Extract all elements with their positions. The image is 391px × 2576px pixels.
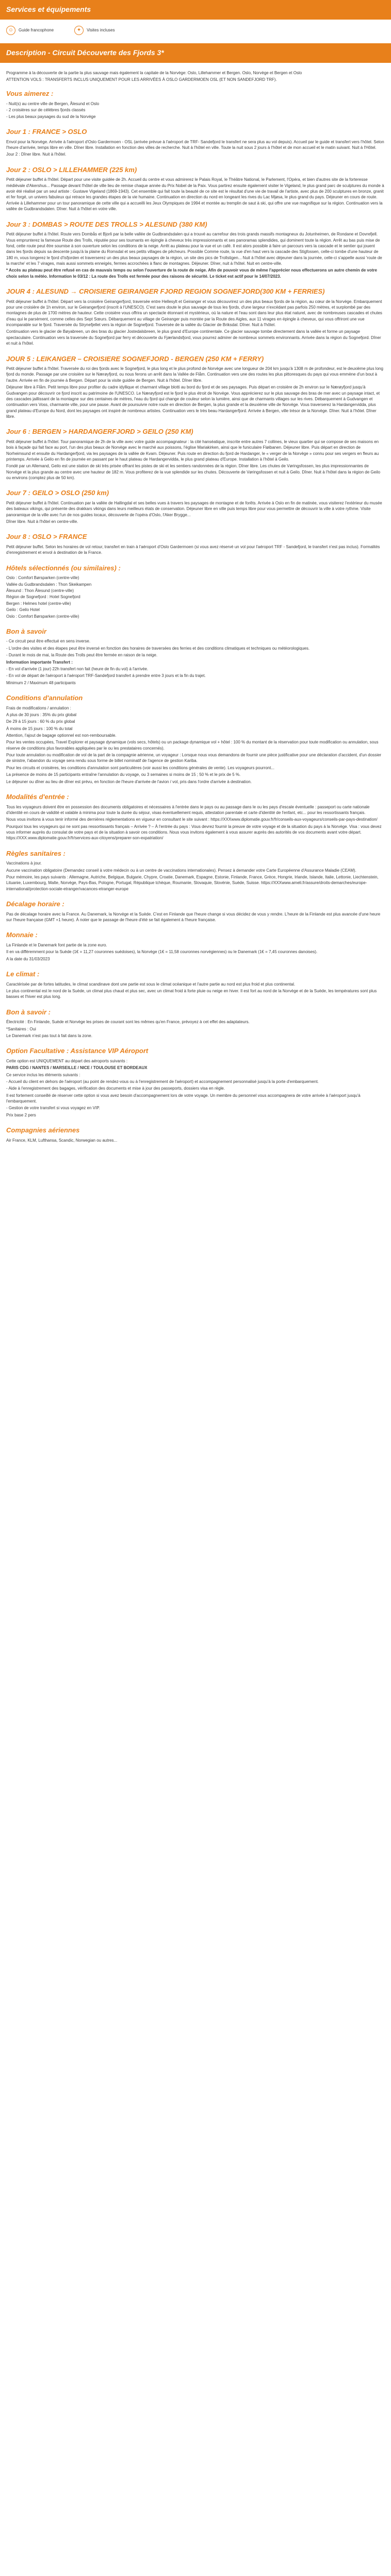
info-line: Vaccinations à jour. xyxy=(6,861,42,866)
description-body xyxy=(0,63,391,1149)
cancellation-title: Conditions d'annulation xyxy=(6,694,83,702)
info-line: *Sanitaires : Oui xyxy=(6,1026,36,1031)
info-line: Il est fortement conseillé de réserver cette option si vous avez besoin d'accompagnement lors de votre voyage. Un membre du personnel vous accompagnera de votre arrivée à l'aéroport jusqu'à l'embarquement. xyxy=(6,1093,361,1104)
guide-icon: ☺ xyxy=(6,26,15,35)
health-title: Règles sanitaires : xyxy=(6,849,66,857)
day-text: Envol pour la Norvège. Arrivée à l'aéroport d'Oslo Gardermoen - OSL (arrivée prévue à l'aéroport de TRF- Sandefjord le transfert ne sera plus au vol depuis). Accueil par le guide et transfert vers l'hôtel. Selon l'heure d'arrivée, temps libre en ville. Dîner libre. Installation en fonction des villes de recherche. Nuit à l'hôtel en ville. Toute la nuit sous 2 jours à l'hôtel et de mon accueil et le matin suivant. Nuit à l'Hôtel. xyxy=(6,139,384,150)
day-text: Petit déjeuner buffet. Selon les horaires de vol retour, transfert en train à l'aéroport d'Oslo Gardermoen (si vous avez réservé un vol pour l'aéroport TRF - Sandefjord, le transfert n'est pas inclus). Formalités d'enregistrement et envol à destination de la France. xyxy=(6,545,380,555)
highlights-list xyxy=(6,101,385,120)
day-text: Jour 2 : Dîner libre. Nuit à l'hôtel. xyxy=(6,152,67,157)
info-line: À moins de 15 jours : 100 % du total xyxy=(6,726,73,731)
hotel-item: Région de Sognefjord : Hotel Sognefjord xyxy=(6,595,80,600)
service-visits xyxy=(74,26,115,35)
intro xyxy=(6,70,385,83)
day-text: Continuation vers le glacier de Bøyabreen, un des bras du glacier Jostedalsbreen, le plus grand d'Europe continentale. Ce glacier sauvage tombe directement dans la vallée et forme un paysage spectaculaire. Continuation vers la traversée du Sognefjord par ferry et découverte du Fjærlandsfjord, vous pourrez admirer de nombreux sommets environnants. Arrivée dans la région du Sognefjord. Dîner et nuit à l'hôtel. xyxy=(6,329,381,346)
section-title: Vous aimerez : xyxy=(6,90,54,98)
info-line: A plus de 30 jours : 35% du prix global xyxy=(6,712,77,717)
electricity-title: Bon à savoir : xyxy=(6,1008,51,1016)
day-text: Fondé par un Allemand, Geilo est une station de ski très prisée offrant les pistes de ski et les sentiers randonnées de la région. Dîner libre. Les chutes de Vøringsfossen, les plus impressionnantes de Norvège et la plus grande au centre avec une hauteur de 182 m. Vous profiterez de la vue splendide sur les chutes. Découverte de Vøringsfossen et nuit à Geilo. Dîner. Nuit à l'hôtel dans la région de Geilo ou environs (comptez plus de 50 km). xyxy=(6,464,381,481)
day-text: Petit déjeuner buffet à l'hôtel. Tour panoramique de 2h de la ville avec votre guide accompagnateur : la cité hanséatique, inscrite entre autres 7 collines, le vieux quartier qui se compose de ses maisons en bois à façade qui fait face au port, l'un des plus beaux de Norvège avec le marché aux poissons, l'église Mariakirken, ainsi que le funiculaire Fløibanen. Déjeuner libre. Puis départ en direction de Norheimsund et ensuite du Hardangerfjord, via les paysages de la vallée de Kvam. Déjeuner. Puis route en direction du fjord de Hardanger, le « verger de la Norvège » connu pour ses vergers en fleurs au printemps. Arrivée à Geilo en fin de journée en passant par le haut plateau de Hardangervidda, le plus grand plateau d'Europe. Installation à l'hôtel à Geilo. xyxy=(6,439,379,462)
timezone-title: Décalage horaire : xyxy=(6,900,64,908)
info-line: Tous les voyageurs doivent être en possession des documents obligatoires et nécessaires à l'entrée dans le pays ou au passage dans le ou les pays d'escale éventuelle : passeport ou carte nationale d'identité en cours de validité et valable à minima pour toute la durée du séjour, visas éventuellement requis, attestation parentale et carte d'identité de l'enfant, etc... pour les ressortissants français. xyxy=(6,804,370,815)
day-title: Jour 3 : DOMBAS > ROUTE DES TROLLS > ALESUND (380 KM) xyxy=(6,220,207,228)
info-line: - Ce circuit peut être effectué en sens inverse. xyxy=(6,639,91,644)
list-item: - Nuit(s) au centre ville de Bergen, Ålesund et Oslo xyxy=(6,101,100,107)
currency-title: Monnaie : xyxy=(6,931,38,939)
hotels-title: Hôtels sélectionnés (ou similaires) : xyxy=(6,564,121,572)
info-line: Le plus continental est le nord de la Suède, un climat plus chaud et plus sec, avec un climat froid à forte pluie ou neige en hiver. Il est fort au nord de la Norvège et de la Suède, les températures sont plus basses et l'hiver est plus long. xyxy=(6,988,377,999)
hotel-item: Oslo : Comfort Børsparken (centre-ville) xyxy=(6,575,79,581)
list-item: - 2 croisières sur de célèbres fjords classés xyxy=(6,108,86,113)
day-title: Jour 7 : GEILO > OSLO (250 km) xyxy=(6,489,109,497)
airlines-text: Air France, KLM, Lufthansa, Scandic, Norwegian ou autres... xyxy=(6,1138,118,1143)
info-line: Le déjeuner ou dîner au lieu de dîner est prévu, en fonction de l'heure d'arrivée de l'avion / vol, pris dans l'ordre d'arrivée à destination. xyxy=(6,779,252,784)
day-title: Jour 1 : FRANCE > OSLO xyxy=(6,128,87,136)
info-line: Pour les ventes occupées, Travel Explorer et paysage dynamique (vols secs, hôtels) ou un package dynamique vol + hôtel : 100 % du montant de la réservation pour toute modification ou annulation, sous réserve de conditions plus favorables appliquées par le ou les prestataires concernés). xyxy=(6,740,379,751)
list-item: - Les plus beaux paysages du sud de la Norvège xyxy=(6,114,96,119)
transfer-title: Information importante Transfert : xyxy=(6,659,73,665)
info-line: PARIS CDG / NANTES / MARSEILLE / NICE / TOULOUSE ET BORDEAUX xyxy=(6,1065,148,1071)
info-line: Nous vous invitons à vous tenir informé des dernières réglementations en vigueur en consultant le site suivant : https://XXXwww.diplomatie.gouv.fr/fr/conseils-aux-voyageurs/conseils-par-pays-destination/ xyxy=(6,817,378,822)
info-line: La Finlande et le Danemark font partie de la zone euro. xyxy=(6,942,107,947)
description-header: Description - Circuit Découverte des Fjords 3* xyxy=(0,43,391,63)
admin-title: Modalités d'entrée : xyxy=(6,792,69,801)
day-title: JOUR 4 : ALESUND → CROISIERE GEIRANGER FJORD REGION SOGNEFJORD(300 KM + FERRIES) xyxy=(6,287,325,296)
day-text: Petit déjeuner buffet à l'hôtel. Route vers Dombås et Bjorli par la belle vallée de Gudbrandsdalen qui a trouvé au carrefour des trois grands massifs montagneux du Jotunheimen, de Rondane et Dovrefjell. Vous emprunterez la fameuse Route des Trolls, réputée pour ses tournants en épingle à cheveux très impressionnants et ses panoramas splendides, qui dominent toute la région. Arrêt au bas puis mise de fond, cette route peut être soumise à son ouverture selon les conditions de la neige. Arrêt au plateau pour la vue et un café. Il est alors possible à faire un parcours vers la cascade et le sentier qui jouent dans les fjords depuis sa descente jusqu'à la plaine du Romsdal et ses petits villages de pêcheurs. Possible Comme route, la vue d'en haut vers la cascade des Stigfossen, celle-ci tombe d'une hauteur de 180 m, vous longerez le fjord d'Isfjorden et traverserez un des plus beaux paysages de la région, un site des pics de Trollstigen... Nuit à l'hôtel avec déjeuner dans la journée, celle-ci s'appelle aussi 'route de la marche' et les 7 virages, mais aussi sommets enneigés, fermes accrochées à flanc de montagnes. Déjeuner. Dîner, nuit à l'hôtel. Nuit en centre-ville. xyxy=(6,232,382,266)
hotel-item: Ålesund : Thon Ålesund (centre-ville) xyxy=(6,588,74,594)
day-text: Petit déjeuner buffet à l'hôtel. Traversée du roi des fjords avec le Sognefjord, le plus long et le plus profond de Norvège avec une longueur de 204 km jusqu'à 1308 m de profondeur, est le deuxième plus long fjord du monde. Passage par une croisière sur le Nærøyfjord, ou nous ferons un arrêt dans la Vallée de Flåm. Continuation vers une des routes les plus pittoresques du pays qui vous emmène d'un bout à l'autre. Arrivée en fin de journée à Bergen. Départ pour la visite guidée de Bergen. Nuit à l'hôtel. Dîner libre. xyxy=(6,366,383,383)
info-line: - Aide à l'enregistrement des bagages, vérification des documents et mise à jour des passeports, dossiers visa en règle. xyxy=(6,1086,225,1091)
service-guide xyxy=(6,26,54,35)
info-line: De 29 à 15 jours : 60 % du prix global xyxy=(6,719,75,724)
good-to-know-title: Bon à savoir xyxy=(6,627,47,635)
info-line: Ce service inclus les éléments suivants : xyxy=(6,1072,80,1077)
day-text: Dîner libre. Nuit à l'hôtel en centre-ville. xyxy=(6,519,78,524)
visits-icon: ✦ xyxy=(74,26,84,35)
info-line: Pour les circuits et croisières, les conditions d'annulation sont particulières (voir aussi les conditions générales de vente). Les voyageurs pourront... xyxy=(6,765,275,770)
info-line: Cette option est UNIQUEMENT au départ des aéroports suivants : xyxy=(6,1058,128,1063)
info-line: Il en va différemment pour la Suède (1€ = 11,27 couronnes suédoises), la Norvège (1€ = 11,58 couronnes norvégiennes) ou le Danemark (1€ = 7,45 couronnes danoises). xyxy=(6,950,318,955)
info-line: Frais de modifications / annulation : xyxy=(6,705,71,710)
intro-text: Programme à la découverte de la partie la plus sauvage mais également la capitale de la Norvège: Oslo, Lillehammer et Bergen. Oslo, Norvège et Bergen et Oslo xyxy=(6,70,302,75)
info-line: La présence de moins de 15 participants entraîne l'annulation du voyage, ou 3 semaines si moins de 15 ; 50 % et le prix de 5 %. xyxy=(6,772,241,777)
info-line: - Gestion de votre transfert si vous voyagez en VIP. xyxy=(6,1106,100,1111)
service-label: Guide francophone xyxy=(19,28,54,33)
info-line: - En vol d'arrivée (1 jour) 22h transfert non fait (heure de fin du vol) à l'arrivée. xyxy=(6,666,149,671)
day-text: Petit déjeuner buffet à l'hôtel. Départ pour une visite guidée de 2h. Accueil du centre et vous admirerez le Palais Royal, le Théâtre National, le Parlement, l'Opéra, et bien d'autres site de la forteresse médiévale d'Akershus... Passage devant l'hôtel de ville lieu de remise chaque année du Prix Nobel de la Paix. Vous partirez ensuite également visiter le Vigeland, le plus grand parc de sculptures du monde à avoir été réalisé par un seul artiste : Gustave Vigeland (1869-1943). Cet ensemble qui fait toute la beauté de ce site est le résultat d'une vie de travail de l'artiste, avec plus de 200 sculptures en bronze, granit et fer forgé, un univers fabuleux qui retrace les grandes étapes de la vie humaine. Continuation en direction du nord en longeant les rives du Lac Mjøsa, le plus grand du pays. Déjeuner en cours de route. Arrivée à Lillehammer pour un tour panoramique de cette ville qui a accueilli les Jeux Olympiques de 1994 et montée au tremplin de saut à ski, qui offre une vue magnifique sur la région. Continuation vers la vallée de Gudbrandsdalen. Dîner. Nuit à l'hôtel en votre ville. xyxy=(6,177,384,212)
day-text: Petit déjeuner buffet à l'hôtel. Départ vers la croisière Geirangerfjord, traversée entre Hellesylt et Geiranger et vous découvrirez un des plus beaux fjords de la région, au cœur de la Norvège. Embarquement pour une croisière de 1h environ, sur le Geirangerfjord (inscrit à l'UNESCO). C'est sans doute le plus sauvage de tous les fjords, d'une largeur n'excédant pas parfois 250 mètres, et surplombé par des montagnes de plus de 1700 mètres de hauteur. Cette croisière vous offrira un spectacle étonnant et mystérieux, où la nature et l'eau sont dans leur plus état naturel, avec de nombreuses cascades et chutes d'eau qui le parsèment, comme celles des Sept Sœurs. Débarquement au village de Geiranger puis montée par la Route des Aigles, aux 11 virages en épingle à cheveux, qui vous offriront une vue incomparable sur le fjord. Traversée du Strynefjellet vers la région de Sognefjord. Traversée de la vallée du Glacier de Briksdal. Dîner. Nuit à l'hôtel. xyxy=(6,299,382,328)
hotel-item: Oslo : Comfort Børsparken (centre-ville) xyxy=(6,614,79,619)
day-title: JOUR 5 : LEIKANGER – CROISIERE SOGNEFJORD - BERGEN (250 KM + FERRY) xyxy=(6,354,264,363)
info-line: Pas de décalage horaire avec la France. Au Danemark, la Norvège et la Suède. C'est en Finlande que l'heure change si vous décidez de vous y rendre. L'heure de la Finlande est plus avancée d'une heure sur l'heure française (GMT +1 heure). À noter que le passage de l'heure d'été se fait également à l'heure française. xyxy=(6,911,381,922)
info-line: - Accueil du client en dehors de l'aéroport (au point de rendez-vous ou à l'enregistrement de l'aéroport) et accompagnement personnalisé jusqu'à la porte d'embarquement. xyxy=(6,1079,319,1084)
day-title: Jour 2 : OSLO > LILLEHAMMER (225 km) xyxy=(6,165,137,174)
info-line: Attention, l'ajout de bagage optionnel est non-remboursable. xyxy=(6,733,117,738)
day-text: Petit déjeuner buffet à l'hôtel. Continuation par la vallée de Hallingdal et ses belles vues à travers les paysages de montagne et de forêts. Arrivée à Oslo en fin de matinée, vous visiterez l'extérieur du musée des bateaux vikings, qui présente des drakkars vikings dans leurs meilleurs états de conservation. Déjeuner libre en ville puis temps libre pour vous permettre de découvrir la ville à votre rythme. Visite panoramique de la ville avec l'un de nos guides locaux, découverte de l'opéra d'Oslo, l'Aker Brygge... xyxy=(6,501,382,517)
day-text: Déjeuner libre à Flåm. Petit temps libre pour profiter du cadre idyllique et charmant village blotti au bord du fjord et de ses paysages. Puis départ en croisière de 2h environ sur le Nærøyfjord jusqu'à Gudvangen pour découvrir ce fjord inscrit au patrimoine de l'UNESCO. Le Nærøyfjord est le fjord le plus étroit de Norvège. Vous apprécierez sur le plus sauvage des bras de mer avec un paysage intact, et des cascades jaillissant de la montagne sur des centaines de mètres, l'eau du fjord qui change de couleur selon la lumière, ainsi que de charmants villages sur les rives. Débarquement à Gudvangen et continuation vers Voss, charmante ville, pour une pause. Avant de poursuivre notre route en direction de Bergen, la plus grande et la deuxième ville de Norvège. Vous traverserez la Hardangervidda, plus grand plateau d'Europe du Nord, dont les paysages ont inspiré de nombreux artistes. Continuation vers le très beau Hardangerfjord. Arrivée à Bergen, ville trésor de la Norvège. Dîner. Nuit à l'hôtel. Dîner libre. xyxy=(6,385,380,419)
hotels-list xyxy=(6,575,385,619)
info-line: Aucune vaccination obligatoire (Demandez conseil à votre médecin ou à un centre de vaccinations internationales). Pensez à demander votre Carte Européenne d'Assurance Maladie (CEAM). xyxy=(6,868,356,873)
info-line: Pourquoi tous les voyageurs qui ne sont pas ressortissants français – Arrivée ? – À l'entrée du pays : Vous devrez fournir la preuve de votre voyage et de la situation du pays à la Norvège. Visa : vous devez vous informer auprès du consulat de votre pays et de la situation à savoir ces conditions. Nous vous invitons également à vous assurer auprès des autorités de vos documents avant votre départ. https://XXX.www.diplomatie.gouv.fr/fr/services-aux-citoyens/preparer-son-expatriation/ xyxy=(6,824,382,841)
service-label: Visites incluses xyxy=(87,28,115,33)
info-line: Pour mémoire, les pays suivants : Allemagne, Autriche, Belgique, Bulgarie, Chypre, Croatie, Danemark, Espagne, Estonie, Finlande, France, Grèce, Hongrie, Irlande, Islande, Italie, Lettonie, Liechtenstein, Lituanie, Luxembourg, Malte, Norvège, Pays-Bas, Pologne, Portugal, République tchèque, Roumanie, Slovaquie, Slovénie, Suède, Suisse. https://XXXwww.ameli.fr/assure/droits-demarches/europe-international/protection-sociale-etranger/vacances-etranger-europe xyxy=(6,874,379,891)
services-list xyxy=(0,20,391,43)
climate-title: Le climat : xyxy=(6,970,40,978)
intro-warning: ATTENTION VOLS : TRANSFERTS INCLUS UNIQUEMENT POUR LES ARRIVÉES À OSLO GARDERMOEN OSL (ET NON SANDEFJORD TRF). xyxy=(6,77,277,82)
hotel-item: Geilo : Geilo Hotel xyxy=(6,607,40,613)
day-title: Jour 8 : OSLO > FRANCE xyxy=(6,533,87,541)
info-line: - Durant le mois de mai, la Route des Trolls peut être fermée en raison de la neige. xyxy=(6,653,158,658)
options-title: Option Facultative : Assistance VIP Aéroport xyxy=(6,1047,149,1055)
participants-info: Minimum 2 / Maximum 48 participants xyxy=(6,680,76,685)
info-line: Le Danemark n'est pas tout à fait dans la zone. xyxy=(6,1033,92,1039)
info-line: - L'ordre des visites et des étapes peut être inversé en fonction des horaires de traversées des ferries et des conditions climatiques et techniques ou météorologiques. xyxy=(6,646,310,651)
services-header: Services et équipements xyxy=(0,0,391,20)
hotel-item: Bergen : Helmes hotel (centre-ville) xyxy=(6,601,71,606)
day-note: * Accès au plateau peut être refusé en cas de mauvais temps ou selon l'ouverture de la route de neige. Afin de pouvoir vous de même l'apprécier nous effectuerons un autre chemin de votre choix selon la météo. Information le 03/12 : La route des Trolls est fermée pour des raisons de sécurité. Le ticket est actif pour le 14/07/2023. xyxy=(6,268,377,279)
day-title: Jour 6 : BERGEN > HARDANGERFJORD > GEILO (250 KM) xyxy=(6,428,193,436)
info-line: Pour toute annulation ou modification de vol de la part de la compagnie aérienne, un voyageur : Lorsque nous vous demandons de fournir une pièce justificative pour une déclaration d'accident, d'un dossier de sinistre, l'abandon du voyage sera rendu sous forme de billet nominatif de l'agence de gestion Kariba. xyxy=(6,753,382,764)
info-line: - En vol de départ de l'aéroport à l'aéroport TRF-Sandefjord transfert à prendre entre 3 jours et la fin du trajet. xyxy=(6,673,206,679)
hotel-item: Vallée du Gudbrandsdalen : Thon Skeikampen xyxy=(6,582,92,587)
airlines-title: Compagnies aériennes xyxy=(6,1126,80,1134)
info-line: A la date du 31/03/2023 xyxy=(6,956,50,961)
info-line: Prix base 2 pers xyxy=(6,1112,36,1117)
info-line: Électricité : En Finlande, Suède et Norvège les prises de courant sont les mêmes qu'en France, prévoyez à cet effet des adaptateurs. xyxy=(6,1020,250,1025)
info-line: Caractérisée par de fortes latitudes, le climat scandinave dont une partie est sous le climat océanique et l'autre partie au nord est plus froid et plus continental. xyxy=(6,981,296,987)
